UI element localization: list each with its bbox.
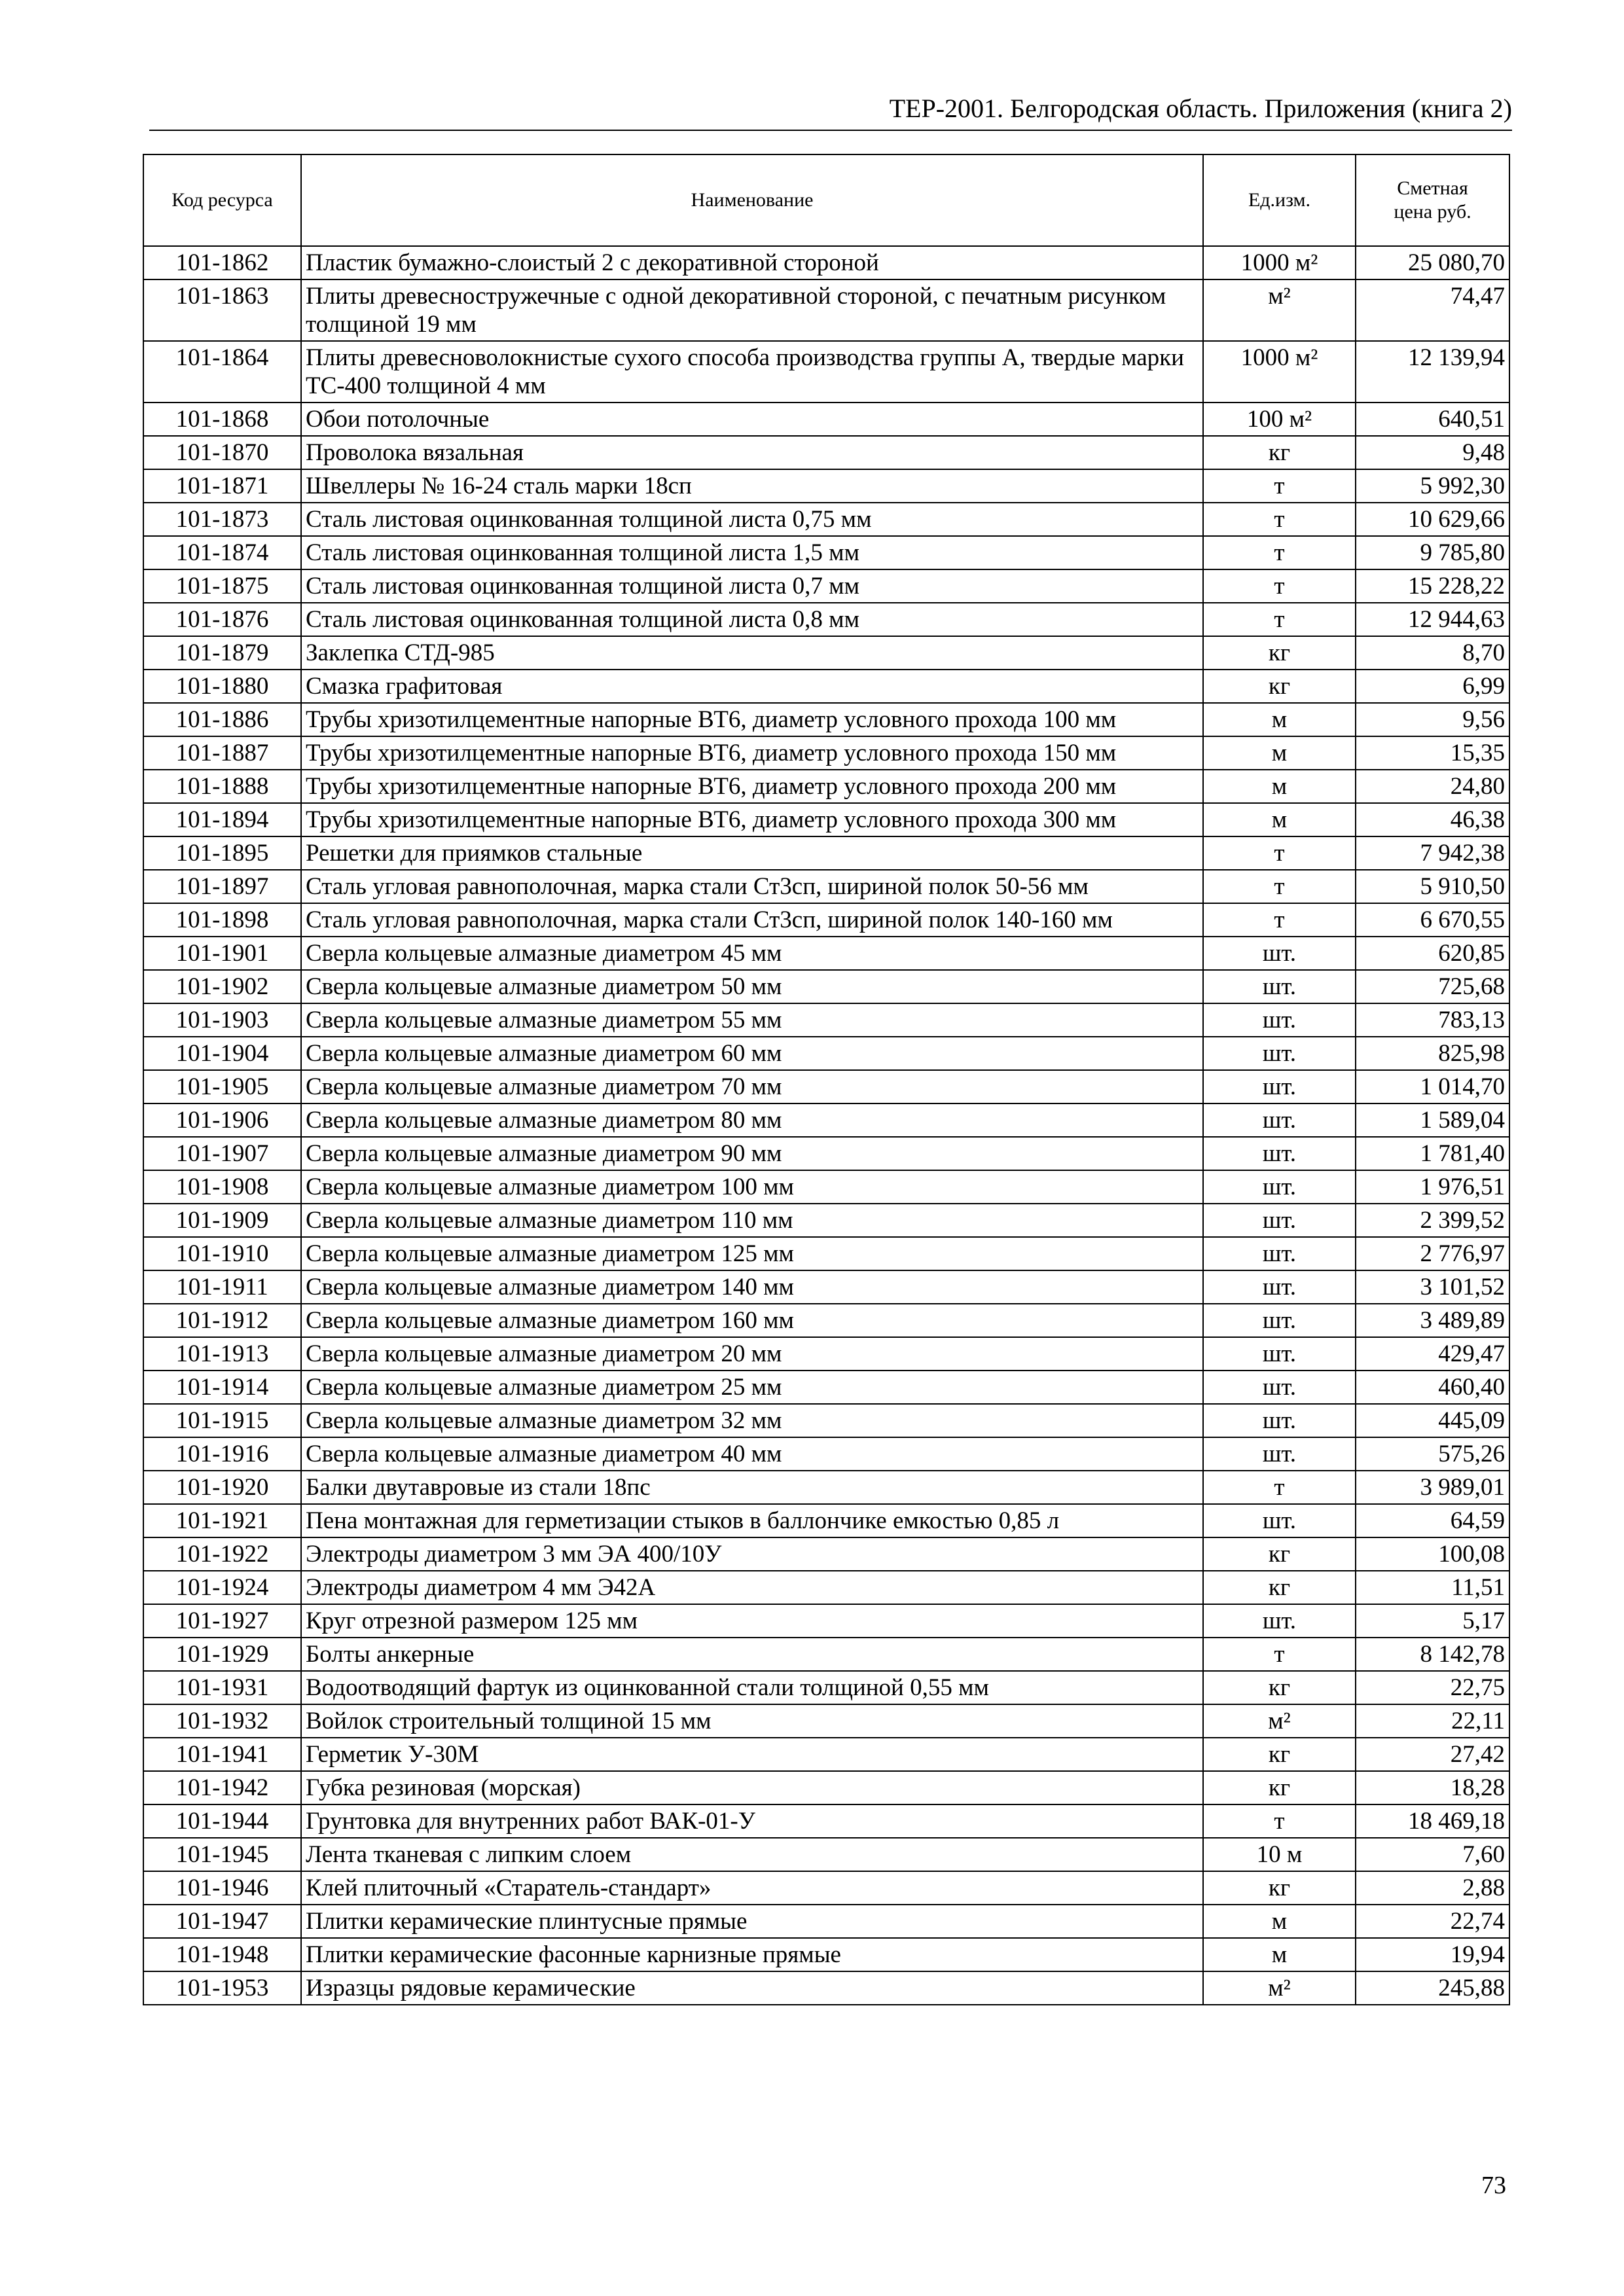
cell-name: Губка резиновая (морская) — [301, 1771, 1203, 1804]
cell-code: 101-1862 — [143, 246, 301, 279]
cell-name: Смазка графитовая — [301, 670, 1203, 703]
cell-unit: шт. — [1203, 1037, 1356, 1070]
cell-price: 429,47 — [1356, 1337, 1509, 1371]
table-row — [143, 436, 1509, 469]
cell-name: Трубы хризотилцементные напорные ВТ6, диаметр условного прохода 100 мм — [301, 703, 1203, 736]
table-row — [143, 636, 1509, 670]
cell-code: 101-1863 — [143, 279, 301, 341]
document-title: ТЕР-2001. Белгородская область. Приложения (книга 2) — [889, 94, 1512, 123]
cell-unit: кг — [1203, 1871, 1356, 1905]
table-row — [143, 1337, 1509, 1371]
cell-name: Сверла кольцевые алмазные диаметром 20 мм — [301, 1337, 1203, 1371]
cell-code: 101-1920 — [143, 1471, 301, 1504]
cell-code: 101-1921 — [143, 1504, 301, 1537]
table-row — [143, 1738, 1509, 1771]
page-number: 73 — [1481, 2172, 1506, 2199]
cell-code: 101-1895 — [143, 836, 301, 870]
table-row — [143, 1471, 1509, 1504]
cell-price: 8,70 — [1356, 636, 1509, 670]
cell-name: Изразцы рядовые керамические — [301, 1971, 1203, 2005]
cell-code: 101-1924 — [143, 1571, 301, 1604]
cell-price: 2 399,52 — [1356, 1204, 1509, 1237]
cell-code: 101-1879 — [143, 636, 301, 670]
table-row — [143, 970, 1509, 1003]
cell-code: 101-1942 — [143, 1771, 301, 1804]
table-row — [143, 536, 1509, 569]
cell-unit: т — [1203, 469, 1356, 503]
table-row — [143, 1371, 1509, 1404]
cell-price: 9 785,80 — [1356, 536, 1509, 569]
table-row — [143, 1003, 1509, 1037]
table-row — [143, 569, 1509, 603]
cell-price: 1 976,51 — [1356, 1170, 1509, 1204]
cell-unit: кг — [1203, 670, 1356, 703]
table-row — [143, 246, 1509, 279]
page-header — [149, 93, 1512, 131]
cell-price: 10 629,66 — [1356, 503, 1509, 536]
table-row — [143, 403, 1509, 436]
cell-price: 6,99 — [1356, 670, 1509, 703]
table-row — [143, 1971, 1509, 2005]
cell-name: Клей плиточный «Старатель-стандарт» — [301, 1871, 1203, 1905]
cell-price: 9,48 — [1356, 436, 1509, 469]
cell-price: 24,80 — [1356, 770, 1509, 803]
cell-name: Сверла кольцевые алмазные диаметром 55 мм — [301, 1003, 1203, 1037]
cell-unit: шт. — [1203, 1371, 1356, 1404]
cell-code: 101-1873 — [143, 503, 301, 536]
table-row — [143, 836, 1509, 870]
cell-price: 3 989,01 — [1356, 1471, 1509, 1504]
cell-unit: т — [1203, 603, 1356, 636]
cell-unit: шт. — [1203, 1304, 1356, 1337]
cell-unit: шт. — [1203, 1137, 1356, 1170]
cell-unit: м — [1203, 803, 1356, 836]
table-row — [143, 770, 1509, 803]
column-header-name: Наименование — [301, 154, 1203, 246]
cell-code: 101-1931 — [143, 1671, 301, 1704]
cell-name: Грунтовка для внутренних работ ВАК-01-У — [301, 1804, 1203, 1838]
cell-name: Лента тканевая с липким слоем — [301, 1838, 1203, 1871]
cell-unit: 1000 м² — [1203, 246, 1356, 279]
cell-name: Пластик бумажно-слоистый 2 с декоративной стороной — [301, 246, 1203, 279]
cell-code: 101-1941 — [143, 1738, 301, 1771]
cell-code: 101-1874 — [143, 536, 301, 569]
cell-name: Балки двутавровые из стали 18пс — [301, 1471, 1203, 1504]
cell-name: Плиты древесноволокнистые сухого способа производства группы А, твердые марки ТС-400 толщиной 4 мм — [301, 341, 1203, 403]
table-row — [143, 1671, 1509, 1704]
cell-code: 101-1944 — [143, 1804, 301, 1838]
cell-price: 15,35 — [1356, 736, 1509, 770]
column-header-unit: Ед.изм. — [1203, 154, 1356, 246]
table-row — [143, 1604, 1509, 1638]
cell-price: 19,94 — [1356, 1938, 1509, 1971]
cell-code: 101-1906 — [143, 1103, 301, 1137]
cell-code: 101-1904 — [143, 1037, 301, 1070]
cell-unit: шт. — [1203, 1204, 1356, 1237]
cell-name: Сверла кольцевые алмазные диаметром 25 мм — [301, 1371, 1203, 1404]
table-row — [143, 1838, 1509, 1871]
cell-price: 46,38 — [1356, 803, 1509, 836]
cell-name: Сверла кольцевые алмазные диаметром 100 мм — [301, 1170, 1203, 1204]
cell-code: 101-1947 — [143, 1905, 301, 1938]
cell-price: 22,75 — [1356, 1671, 1509, 1704]
table-row — [143, 1804, 1509, 1838]
cell-name: Плитки керамические плинтусные прямые — [301, 1905, 1203, 1938]
cell-price: 2 776,97 — [1356, 1237, 1509, 1270]
cell-code: 101-1948 — [143, 1938, 301, 1971]
cell-name: Сверла кольцевые алмазные диаметром 32 мм — [301, 1404, 1203, 1437]
cell-name: Сталь листовая оцинкованная толщиной листа 0,7 мм — [301, 569, 1203, 603]
cell-code: 101-1901 — [143, 937, 301, 970]
cell-name: Сверла кольцевые алмазные диаметром 125 мм — [301, 1237, 1203, 1270]
cell-name: Плиты древесностружечные с одной декоративной стороной, с печатным рисунком толщиной 19 мм — [301, 279, 1203, 341]
cell-code: 101-1864 — [143, 341, 301, 403]
cell-unit: м — [1203, 703, 1356, 736]
cell-code: 101-1914 — [143, 1371, 301, 1404]
cell-price: 15 228,22 — [1356, 569, 1509, 603]
cell-name: Сверла кольцевые алмазные диаметром 140 мм — [301, 1270, 1203, 1304]
cell-unit: т — [1203, 536, 1356, 569]
cell-name: Сверла кольцевые алмазные диаметром 60 мм — [301, 1037, 1203, 1070]
cell-name: Герметик У-30М — [301, 1738, 1203, 1771]
cell-price: 3 101,52 — [1356, 1270, 1509, 1304]
cell-price: 445,09 — [1356, 1404, 1509, 1437]
table-row — [143, 1638, 1509, 1671]
table-row — [143, 803, 1509, 836]
cell-unit: 100 м² — [1203, 403, 1356, 436]
cell-price: 22,74 — [1356, 1905, 1509, 1938]
cell-name: Войлок строительный толщиной 15 мм — [301, 1704, 1203, 1738]
cell-name: Сверла кольцевые алмазные диаметром 45 мм — [301, 937, 1203, 970]
resource-price-table — [143, 154, 1510, 2005]
cell-unit: м — [1203, 736, 1356, 770]
table-row — [143, 1103, 1509, 1137]
cell-name: Сверла кольцевые алмазные диаметром 40 мм — [301, 1437, 1203, 1471]
table-row — [143, 1037, 1509, 1070]
cell-code: 101-1922 — [143, 1537, 301, 1571]
cell-code: 101-1875 — [143, 569, 301, 603]
cell-unit: 1000 м² — [1203, 341, 1356, 403]
cell-name: Сверла кольцевые алмазные диаметром 110 мм — [301, 1204, 1203, 1237]
cell-price: 620,85 — [1356, 937, 1509, 970]
table-row — [143, 1237, 1509, 1270]
cell-unit: т — [1203, 569, 1356, 603]
cell-unit: шт. — [1203, 1070, 1356, 1103]
cell-unit: м — [1203, 1938, 1356, 1971]
table-row — [143, 1270, 1509, 1304]
cell-code: 101-1902 — [143, 970, 301, 1003]
cell-code: 101-1908 — [143, 1170, 301, 1204]
cell-unit: шт. — [1203, 1404, 1356, 1437]
table-row — [143, 469, 1509, 503]
cell-unit: т — [1203, 870, 1356, 903]
cell-name: Трубы хризотилцементные напорные ВТ6, диаметр условного прохода 200 мм — [301, 770, 1203, 803]
cell-unit: т — [1203, 1638, 1356, 1671]
cell-unit: м² — [1203, 279, 1356, 341]
cell-name: Трубы хризотилцементные напорные ВТ6, диаметр условного прохода 300 мм — [301, 803, 1203, 836]
cell-code: 101-1913 — [143, 1337, 301, 1371]
cell-name: Водоотводящий фартук из оцинкованной стали толщиной 0,55 мм — [301, 1671, 1203, 1704]
cell-price: 1 014,70 — [1356, 1070, 1509, 1103]
cell-code: 101-1909 — [143, 1204, 301, 1237]
cell-code: 101-1886 — [143, 703, 301, 736]
cell-unit: шт. — [1203, 1170, 1356, 1204]
cell-code: 101-1912 — [143, 1304, 301, 1337]
table-row — [143, 1537, 1509, 1571]
cell-name: Швеллеры № 16-24 сталь марки 18сп — [301, 469, 1203, 503]
cell-unit: 10 м — [1203, 1838, 1356, 1871]
cell-code: 101-1894 — [143, 803, 301, 836]
cell-code: 101-1897 — [143, 870, 301, 903]
cell-name: Пена монтажная для герметизации стыков в баллончике емкостью 0,85 л — [301, 1504, 1203, 1537]
cell-code: 101-1916 — [143, 1437, 301, 1471]
cell-name: Сталь листовая оцинкованная толщиной листа 1,5 мм — [301, 536, 1203, 569]
cell-unit: м — [1203, 770, 1356, 803]
column-header-price-label: Сметная цена руб. — [1394, 177, 1471, 223]
cell-price: 825,98 — [1356, 1037, 1509, 1070]
cell-code: 101-1887 — [143, 736, 301, 770]
cell-code: 101-1953 — [143, 1971, 301, 2005]
cell-price: 640,51 — [1356, 403, 1509, 436]
table-row — [143, 503, 1509, 536]
cell-price: 25 080,70 — [1356, 246, 1509, 279]
cell-name: Решетки для приямков стальные — [301, 836, 1203, 870]
table-row — [143, 1404, 1509, 1437]
table-body — [143, 246, 1509, 2005]
table-row — [143, 1204, 1509, 1237]
cell-unit: т — [1203, 1471, 1356, 1504]
cell-name: Обои потолочные — [301, 403, 1203, 436]
cell-price: 18,28 — [1356, 1771, 1509, 1804]
cell-price: 12 139,94 — [1356, 341, 1509, 403]
table-row — [143, 279, 1509, 341]
cell-unit: кг — [1203, 436, 1356, 469]
cell-price: 8 142,78 — [1356, 1638, 1509, 1671]
cell-price: 3 489,89 — [1356, 1304, 1509, 1337]
cell-name: Сверла кольцевые алмазные диаметром 70 мм — [301, 1070, 1203, 1103]
table-row — [143, 1170, 1509, 1204]
table-row — [143, 1938, 1509, 1971]
cell-code: 101-1946 — [143, 1871, 301, 1905]
cell-name: Сверла кольцевые алмазные диаметром 80 мм — [301, 1103, 1203, 1137]
cell-unit: шт. — [1203, 1270, 1356, 1304]
cell-name: Сталь листовая оцинкованная толщиной листа 0,8 мм — [301, 603, 1203, 636]
cell-unit: кг — [1203, 1671, 1356, 1704]
cell-unit: м — [1203, 1905, 1356, 1938]
table-row — [143, 870, 1509, 903]
table-row — [143, 1137, 1509, 1170]
cell-price: 245,88 — [1356, 1971, 1509, 2005]
cell-name: Плитки керамические фасонные карнизные прямые — [301, 1938, 1203, 1971]
table-row — [143, 1771, 1509, 1804]
cell-price: 783,13 — [1356, 1003, 1509, 1037]
cell-price: 100,08 — [1356, 1537, 1509, 1571]
cell-unit: кг — [1203, 1571, 1356, 1604]
cell-code: 101-1929 — [143, 1638, 301, 1671]
cell-unit: шт. — [1203, 970, 1356, 1003]
cell-name: Проволока вязальная — [301, 436, 1203, 469]
cell-name: Сверла кольцевые алмазные диаметром 50 мм — [301, 970, 1203, 1003]
cell-name: Сталь листовая оцинкованная толщиной листа 0,75 мм — [301, 503, 1203, 536]
cell-unit: кг — [1203, 1771, 1356, 1804]
table-row — [143, 1871, 1509, 1905]
cell-unit: т — [1203, 903, 1356, 937]
cell-code: 101-1915 — [143, 1404, 301, 1437]
cell-price: 5 910,50 — [1356, 870, 1509, 903]
cell-unit: кг — [1203, 1537, 1356, 1571]
cell-name: Электроды диаметром 4 мм Э42А — [301, 1571, 1203, 1604]
cell-code: 101-1898 — [143, 903, 301, 937]
cell-unit: м² — [1203, 1971, 1356, 2005]
table-row — [143, 1504, 1509, 1537]
cell-code: 101-1927 — [143, 1604, 301, 1638]
cell-unit: шт. — [1203, 1237, 1356, 1270]
cell-unit: шт. — [1203, 1604, 1356, 1638]
cell-unit: шт. — [1203, 1337, 1356, 1371]
table-row — [143, 1905, 1509, 1938]
cell-code: 101-1903 — [143, 1003, 301, 1037]
cell-name: Сверла кольцевые алмазные диаметром 160 мм — [301, 1304, 1203, 1337]
table-row — [143, 1571, 1509, 1604]
cell-code: 101-1876 — [143, 603, 301, 636]
table-row — [143, 1437, 1509, 1471]
cell-price: 6 670,55 — [1356, 903, 1509, 937]
table-row — [143, 1704, 1509, 1738]
cell-price: 5,17 — [1356, 1604, 1509, 1638]
cell-price: 460,40 — [1356, 1371, 1509, 1404]
cell-name: Заклепка СТД-985 — [301, 636, 1203, 670]
column-header-code: Код ресурса — [143, 154, 301, 246]
cell-unit: т — [1203, 503, 1356, 536]
cell-unit: кг — [1203, 1738, 1356, 1771]
cell-price: 5 992,30 — [1356, 469, 1509, 503]
table-row — [143, 937, 1509, 970]
cell-price: 9,56 — [1356, 703, 1509, 736]
cell-price: 18 469,18 — [1356, 1804, 1509, 1838]
cell-unit: т — [1203, 1804, 1356, 1838]
cell-code: 101-1871 — [143, 469, 301, 503]
cell-price: 74,47 — [1356, 279, 1509, 341]
cell-name: Сверла кольцевые алмазные диаметром 90 мм — [301, 1137, 1203, 1170]
cell-unit: м² — [1203, 1704, 1356, 1738]
cell-code: 101-1945 — [143, 1838, 301, 1871]
cell-price: 725,68 — [1356, 970, 1509, 1003]
cell-price: 2,88 — [1356, 1871, 1509, 1905]
table-row — [143, 1304, 1509, 1337]
table-row — [143, 736, 1509, 770]
cell-price: 27,42 — [1356, 1738, 1509, 1771]
cell-price: 575,26 — [1356, 1437, 1509, 1471]
cell-code: 101-1907 — [143, 1137, 301, 1170]
cell-code: 101-1880 — [143, 670, 301, 703]
cell-unit: кг — [1203, 636, 1356, 670]
cell-code: 101-1911 — [143, 1270, 301, 1304]
table-row — [143, 341, 1509, 403]
cell-price: 11,51 — [1356, 1571, 1509, 1604]
table-row — [143, 1070, 1509, 1103]
cell-code: 101-1870 — [143, 436, 301, 469]
cell-price: 1 781,40 — [1356, 1137, 1509, 1170]
cell-code: 101-1905 — [143, 1070, 301, 1103]
cell-name: Болты анкерные — [301, 1638, 1203, 1671]
cell-name: Круг отрезной размером 125 мм — [301, 1604, 1203, 1638]
table-row — [143, 670, 1509, 703]
cell-name: Сталь угловая равнополочная, марка стали Ст3сп, шириной полок 140-160 мм — [301, 903, 1203, 937]
cell-price: 22,11 — [1356, 1704, 1509, 1738]
cell-code: 101-1888 — [143, 770, 301, 803]
cell-price: 64,59 — [1356, 1504, 1509, 1537]
cell-name: Трубы хризотилцементные напорные ВТ6, диаметр условного прохода 150 мм — [301, 736, 1203, 770]
table-header-row — [143, 154, 1509, 246]
column-header-price — [1356, 154, 1509, 246]
cell-unit: шт. — [1203, 937, 1356, 970]
cell-name: Сталь угловая равнополочная, марка стали Ст3сп, шириной полок 50-56 мм — [301, 870, 1203, 903]
table-row — [143, 903, 1509, 937]
cell-name: Электроды диаметром 3 мм ЭА 400/10У — [301, 1537, 1203, 1571]
cell-unit: шт. — [1203, 1437, 1356, 1471]
cell-unit: шт. — [1203, 1003, 1356, 1037]
cell-unit: шт. — [1203, 1103, 1356, 1137]
cell-code: 101-1932 — [143, 1704, 301, 1738]
table-row — [143, 603, 1509, 636]
cell-price: 7,60 — [1356, 1838, 1509, 1871]
cell-unit: т — [1203, 836, 1356, 870]
cell-price: 1 589,04 — [1356, 1103, 1509, 1137]
cell-price: 7 942,38 — [1356, 836, 1509, 870]
cell-code: 101-1910 — [143, 1237, 301, 1270]
table-row — [143, 703, 1509, 736]
cell-code: 101-1868 — [143, 403, 301, 436]
cell-price: 12 944,63 — [1356, 603, 1509, 636]
cell-unit: шт. — [1203, 1504, 1356, 1537]
